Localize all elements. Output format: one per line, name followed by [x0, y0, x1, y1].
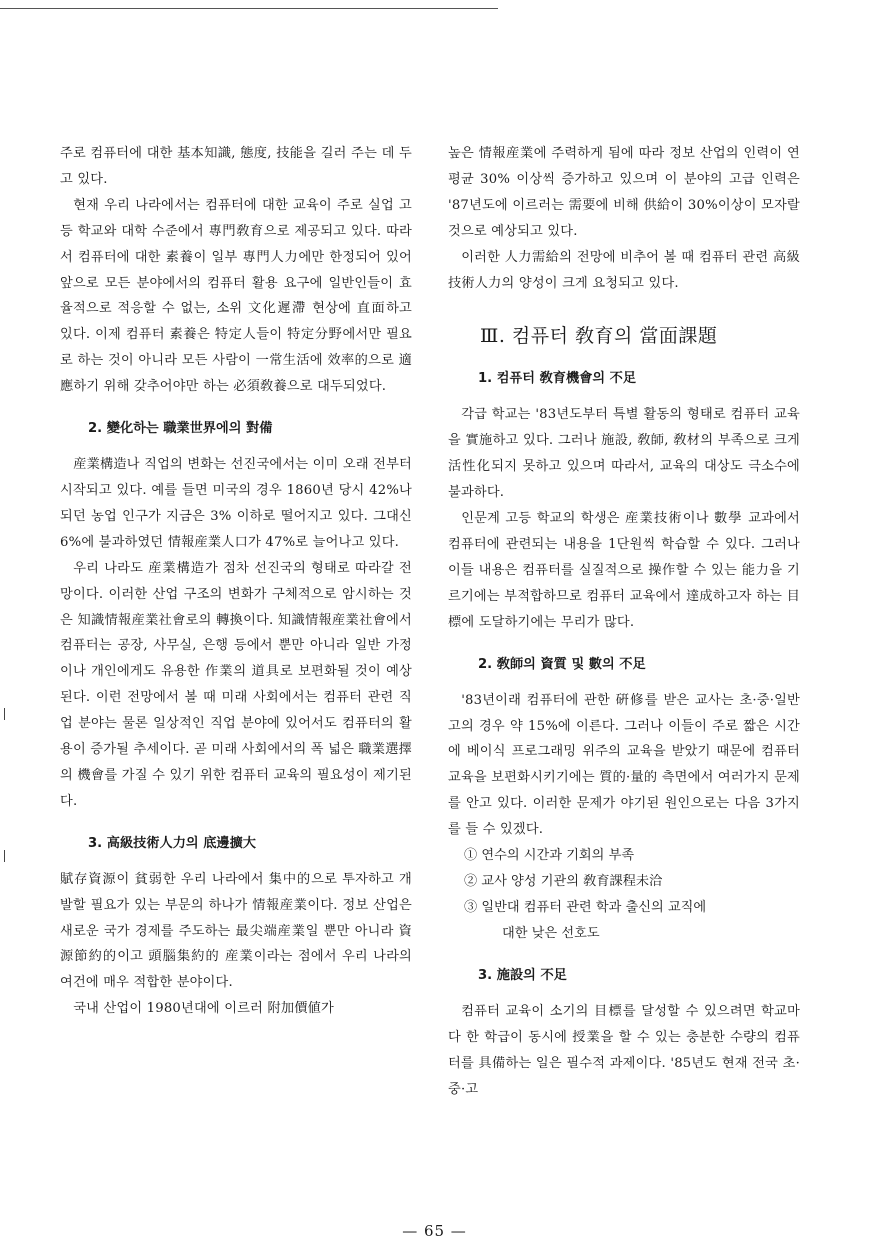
paragraph: 이러한 人力需給의 전망에 비추어 볼 때 컴퓨터 관련 高級技術人力의 양성이 크게 요청되고 있다.: [448, 249, 800, 291]
left-column: [60, 141, 412, 1022]
page-number: — 65 —: [402, 1222, 467, 1240]
subsection-heading: 1. 컴퓨터 敎育機會의 不足: [478, 371, 637, 387]
subsection-heading: 3. 高級技術人力의 底邊擴大: [88, 835, 256, 851]
margin-mark: [4, 850, 5, 862]
right-column: [448, 141, 800, 1103]
paragraph: 국내 산업이 1980년대에 이르러 附加價値가: [73, 1001, 334, 1017]
subsection-heading: 2. 敎師의 資質 및 數의 不足: [478, 656, 646, 672]
margin-mark: [4, 708, 5, 720]
subsection-heading: 3. 施設의 不足: [478, 968, 567, 984]
section-heading: Ⅲ. 컴퓨터 敎育의 當面課題: [480, 325, 718, 348]
paragraph: '83년이래 컴퓨터에 관한 硏修를 받은 교사는 초·중·일반고의 경우 약 15%에 이른다. 그러나 이들이 주로 짧은 시간에 베이식 프로그래밍 위주의 교육을 받았기 때문에 컴퓨터 교육을 보편화시키기에는 質的·量的 측면에서 여러가지 문제를 안고 있다. 이러한 문제가 야기된 원인으로는 다음 3가지를 들 수 있겠다.: [448, 692, 800, 838]
paragraph: 인문계 고등 학교의 학생은 産業技術이나 數學 교과에서 컴퓨터에 관련되는 내용을 1단원씩 학습할 수 있다. 그러나 이들 내용은 컴퓨터를 실질적으로 操作할 수 있는 能力을 기르기에는 부적합하므로 컴퓨터 교육에서 達成하고자 하는 目標에 도달하기에는 무리가 많다.: [448, 511, 800, 630]
paragraph: 賦存資源이 貧弱한 우리 나라에서 集中的으로 투자하고 개발할 필요가 있는 부문의 하나가 情報産業이다. 정보 산업은 새로운 국가 경제를 주도하는 最尖端産業일 뿐만 아니라 資源節約的이고 頭腦集約的 産業이라는 점에서 우리 나라의 여건에 매우 적합한 분야이다.: [60, 871, 412, 991]
paragraph: 우리 나라도 産業構造가 점차 선진국의 형태로 따라갈 전망이다. 이러한 산업 구조의 변화가 구체적으로 암시하는 것은 知識情報産業社會로의 轉換이다. 知識情報産業社會에서 컴퓨터는 공장, 사무실, 은행 등에서 뿐만 아니라 일반 가정이나 개인에게도 유용한 作業의 道具로 보편화될 것이 예상된다. 이런 전망에서 볼 때 미래 사회에서는 컴퓨터 관련 직업 분야는 물론 일상적인 직업 분야에 있어서도 컴퓨터의 활용이 증가될 추세이다. 곧 미래 사회에서의 폭 넓은 職業選擇의 機會를 가질 수 있기 위한 컴퓨터 교육의 필요성이 제기된다.: [60, 560, 412, 809]
paragraph: 産業構造나 직업의 변화는 선진국에서는 이미 오래 전부터 시작되고 있다. 예를 들면 미국의 경우 1860년 당시 42%나 되던 농업 인구가 지금은 3% 이하로 떨어지고 있다. 그대신 6%에 불과하였던 情報産業人口가 47%로 늘어나고 있다.: [60, 457, 412, 550]
list-item: ① 연수의 시간과 기회의 부족: [464, 848, 635, 864]
paragraph: 주로 컴퓨터에 대한 基本知識, 態度, 技能을 길러 주는 데 두고 있다.: [60, 146, 412, 187]
top-rule: [0, 8, 498, 9]
list-item-continuation: 대한 낮은 선호도: [502, 926, 600, 942]
paragraph: 현재 우리 나라에서는 컴퓨터에 대한 교육이 주로 실업 고등 학교와 대학 수준에서 專門敎育으로 제공되고 있다. 따라서 컴퓨터에 대한 素養이 일부 專門人力에만 한정되어 있어 앞으로 모든 분야에서의 컴퓨터 활용 요구에 일반인들이 효율적으로 적응할 수 없는, 소위 文化遲滯 현상에 直面하고 있다. 이제 컴퓨터 素養은 特定人들이 特定分野에서만 필요로 하는 것이 아니라 모든 사람이 一常生活에 效率的으로 適應하기 위해 갖추어야만 하는 必須敎養으로 대두되었다.: [60, 197, 412, 395]
paragraph: 컴퓨터 교육이 소기의 目標를 달성할 수 있으려면 학교마다 한 학급이 동시에 授業을 할 수 있는 충분한 수량의 컴퓨터를 具備하는 일은 필수적 과제이다. '85년도 현재 전국 초·중·고: [448, 1004, 800, 1097]
list-item: ③ 일반대 컴퓨터 관련 학과 출신의 교직에: [464, 900, 707, 916]
subsection-heading: 2. 變化하는 職業世界에의 對備: [88, 421, 273, 437]
paragraph: 높은 情報産業에 주력하게 됨에 따라 정보 산업의 인력이 연평균 30% 이상씩 증가하고 있으며 이 분야의 고급 인력은 '87년도에 이르러는 需要에 비해 供給이 30%이상이 모자랄 것으로 예상되고 있다.: [448, 146, 800, 239]
paragraph: 각급 학교는 '83년도부터 특별 활동의 형태로 컴퓨터 교육을 實施하고 있다. 그러나 施設, 敎師, 敎材의 부족으로 크게 活性化되지 못하고 있으며 따라서, 교육의 대상도 극소수에 불과하다.: [448, 407, 800, 501]
list-item: ② 교사 양성 기관의 敎育課程未洽: [464, 874, 663, 890]
